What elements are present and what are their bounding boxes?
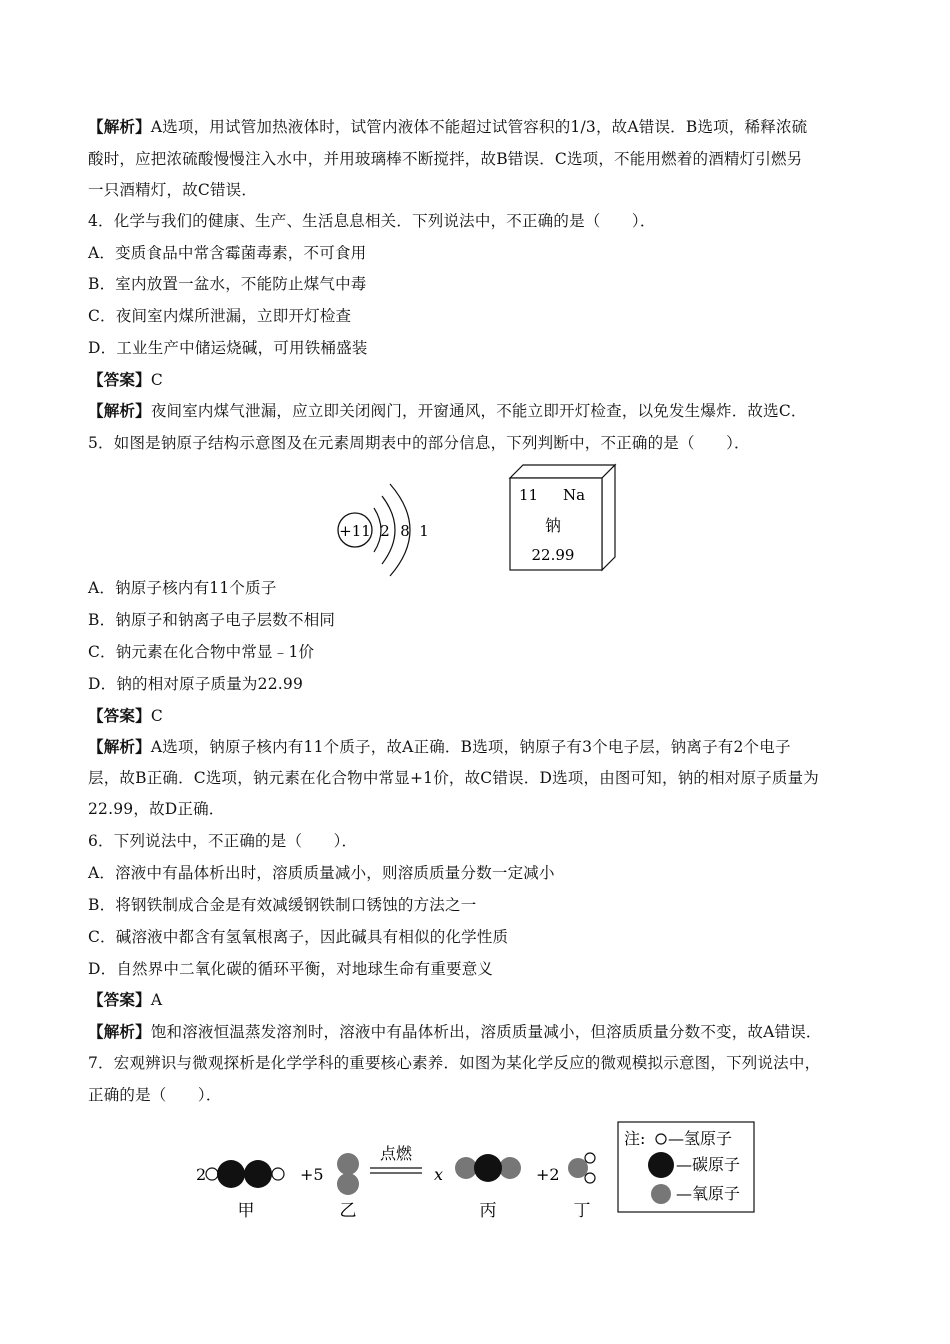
answer-value: C: [150, 371, 163, 389]
q5-option-a: A．钠原子核内有11个质子: [88, 579, 277, 597]
answer-value: A: [150, 991, 163, 1009]
element-name: 钠: [544, 516, 562, 535]
legend-prefix: 注:: [624, 1129, 646, 1148]
q4-option-c: C．夜间室内煤所泄漏，立即开灯检查: [88, 307, 352, 325]
legend-oxygen-icon: [651, 1184, 671, 1204]
analysis-label: 【解析】: [88, 117, 151, 136]
reaction-diagram: [180, 1118, 780, 1228]
q6-stem: 6．下列说法中，不正确的是（ ）．: [88, 832, 358, 850]
label-ding: 丁: [573, 1201, 591, 1221]
answer-value: C: [150, 707, 163, 725]
q7-stem-line2: 正确的是（ ）．: [88, 1086, 222, 1104]
answer-label: 【答案】: [88, 990, 151, 1009]
oxygen-atom-icon: [337, 1173, 359, 1195]
oxygen-atom-icon: [337, 1153, 359, 1175]
coefficient-bing: x: [434, 1165, 444, 1184]
q6-analysis: [88, 1022, 822, 1042]
q5-analysis-line2: 层，故B正确．C选项，钠元素在化合物中常显+1价，故C错误．D选项，由图可知，钠的相对原子质量为: [88, 769, 819, 787]
legend-oxygen-label: —氧原子: [676, 1184, 741, 1203]
q5-option-b: B．钠原子和钠离子电子层数不相同: [88, 611, 336, 629]
answer-label: 【答案】: [88, 370, 151, 389]
nucleus-charge: +11: [339, 522, 371, 540]
coefficient-yi: +5: [300, 1165, 324, 1184]
legend-carbon-icon: [648, 1152, 674, 1178]
carbon-atom-icon: [244, 1160, 272, 1188]
q3-analysis-line2: 酸时，应把浓硫酸慢慢注入水中，并用玻璃棒不断搅拌，故B错误．C选项，不能用燃着的酒精灯引燃另: [88, 150, 803, 168]
analysis-label: 【解析】: [88, 737, 151, 756]
oxygen-atom-icon: [455, 1157, 477, 1179]
analysis-label: 【解析】: [88, 401, 151, 420]
cell-side-face: [602, 465, 615, 570]
hydrogen-atom-icon: [272, 1168, 284, 1180]
shell-3-electrons: 1: [419, 522, 429, 540]
oxygen-atom-icon: [499, 1157, 521, 1179]
cell-top-face: [510, 465, 615, 478]
q5-analysis-line1: [88, 737, 791, 757]
label-bing: 丙: [479, 1201, 497, 1221]
reaction-condition: 点燃: [379, 1144, 413, 1163]
q5-stem: 5．如图是钠原子结构示意图及在元素周期表中的部分信息，下列判断中，不正确的是（ ）．: [88, 434, 750, 452]
q5-option-d: D．钠的相对原子质量为22.99: [88, 675, 304, 693]
atomic-mass: 22.99: [531, 546, 575, 564]
periodic-table-cell: [505, 462, 620, 574]
q5-answer: [88, 706, 163, 726]
oxygen-atom-icon: [568, 1158, 588, 1178]
q3-analysis-line1: [88, 117, 807, 137]
analysis-label: 【解析】: [88, 1022, 151, 1041]
q5-analysis-line3: 22.99，故D正确．: [88, 800, 225, 818]
atomic-number: 11: [519, 486, 539, 504]
q6-option-a: A．溶液中有晶体析出时，溶质质量减小，则溶质质量分数一定减小: [88, 864, 555, 882]
answer-label: 【答案】: [88, 706, 151, 725]
q6-option-c: C．碱溶液中都含有氢氧根离子，因此碱具有相似的化学性质: [88, 928, 509, 946]
label-yi: 乙: [339, 1201, 357, 1221]
carbon-atom-icon: [474, 1154, 502, 1182]
q6-answer: [88, 990, 162, 1010]
hydrogen-atom-icon: [585, 1173, 595, 1183]
legend-hydrogen-icon: [656, 1134, 666, 1144]
analysis-text: 夜间室内煤气泄漏，应立即关闭阀门，开窗通风，不能立即开灯检查，以免发生爆炸．故选C．: [150, 402, 807, 420]
q4-option-a: A．变质食品中常含霉菌毒素，不可食用: [88, 244, 367, 262]
hydrogen-atom-icon: [585, 1153, 595, 1163]
q6-option-d: D．自然界中二氧化碳的循环平衡，对地球生命有重要意义: [88, 960, 494, 978]
element-symbol: Na: [563, 486, 586, 504]
q7-stem-line1: 7．宏观辨识与微观探析是化学学科的重要核心素养．如图为某化学反应的微观模拟示意图，下列说法中，: [88, 1054, 821, 1072]
q3-analysis-line3: 一只酒精灯，故C错误．: [88, 181, 258, 199]
analysis-text: 饱和溶液恒温蒸发溶剂时，溶液中有晶体析出，溶质质量减小，但溶质质量分数不变，故A错误．: [150, 1023, 822, 1041]
shell-2-electrons: 8: [400, 522, 410, 540]
coefficient-ding: +2: [536, 1165, 560, 1184]
carbon-atom-icon: [217, 1160, 245, 1188]
coefficient-jia: 2: [196, 1165, 207, 1184]
q4-answer: [88, 370, 163, 390]
legend-hydrogen-label: —氢原子: [668, 1129, 733, 1148]
analysis-text: A选项，用试管加热液体时，试管内液体不能超过试管容积的1/3，故A错误．B选项，稀释浓硫: [150, 118, 808, 136]
q4-stem: 4．化学与我们的健康、生产、生活息息相关．下列说法中，不正确的是（ ）．: [88, 212, 656, 230]
legend-carbon-label: —碳原子: [676, 1155, 741, 1174]
analysis-text: A选项，钠原子核内有11个质子，故A正确．B选项，钠原子有3个电子层，钠离子有2个电子: [150, 738, 791, 756]
q4-analysis: [88, 401, 807, 421]
sodium-atom-diagram: [330, 470, 440, 580]
q4-option-b: B．室内放置一盆水，不能防止煤气中毒: [88, 275, 367, 293]
q4-option-d: D．工业生产中储运烧碱，可用铁桶盛装: [88, 339, 368, 357]
q6-option-b: B．将钢铁制成合金是有效减缓钢铁制口锈蚀的方法之一: [88, 896, 477, 914]
label-jia: 甲: [237, 1201, 255, 1221]
shell-1-electrons: 2: [380, 522, 390, 540]
q5-option-c: C．钠元素在化合物中常显﹣1价: [88, 643, 315, 661]
hydrogen-atom-icon: [206, 1168, 218, 1180]
